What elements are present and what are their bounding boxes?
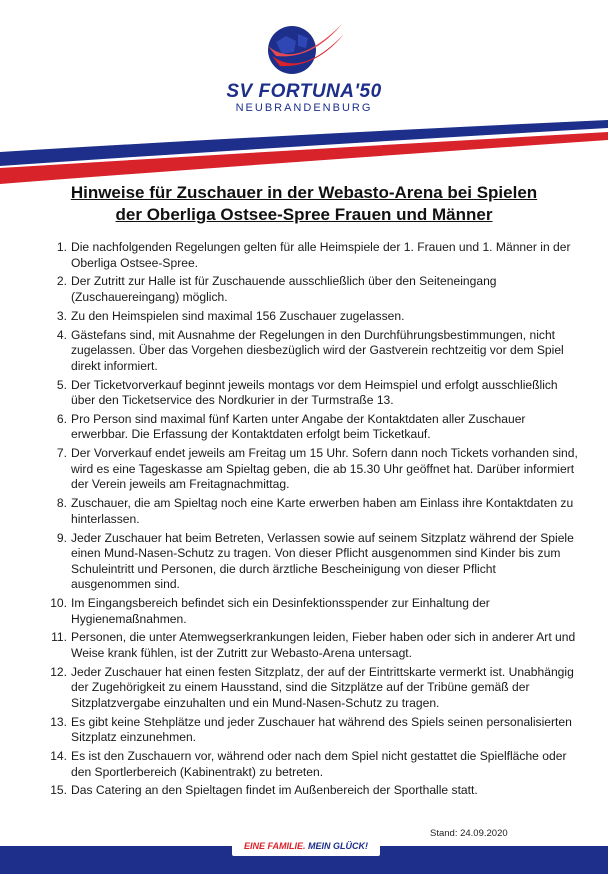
rule-number: 4. — [56, 327, 67, 342]
footer-slogan — [232, 836, 380, 856]
rule-text: Der Zutritt zur Halle ist für Zuschauende ausschließlich über den Seiteneingang (Zuschauereingang) möglich. — [71, 274, 497, 304]
list-item — [46, 309, 578, 325]
list-item — [46, 240, 578, 271]
header-swoosh — [0, 118, 608, 188]
rule-text: Im Eingangsbereich befindet sich ein Desinfektionsspender zur Einhaltung der Hygienemaßnahmen. — [71, 596, 490, 626]
rule-text: Es ist den Zuschauern vor, während oder nach dem Spiel nicht gestattet die Spielfläche oder den Sportlerbereich (Kabinentrakt) zu betreten. — [71, 749, 567, 779]
rule-text: Es gibt keine Stehplätze und jeder Zuschauer hat während des Spiels seinen personalisierten Sitzplatz einzunehmen. — [71, 714, 572, 745]
document-date: Stand: 24.09.2020 — [430, 828, 508, 839]
rule-number: 2. — [56, 274, 67, 289]
rule-text: Das Catering an den Spieltagen findet im Außenbereich der Sporthalle statt. — [71, 783, 478, 798]
list-item — [46, 531, 578, 593]
rule-text: Personen, die unter Atemwegserkrankungen leiden, Fieber haben oder sich in anderer Art und Weise krank fühlen, ist der Zutritt zur Webasto-Arena untersagt. — [71, 630, 576, 660]
rule-text: Der Ticketvorverkauf beginnt jeweils montags vor dem Heimspiel und erfolgt ausschließlich über den Ticketservice des Nordkurier in der Turmstraße 13. — [71, 377, 558, 408]
rule-number: 13. — [50, 714, 67, 729]
list-item — [46, 446, 578, 493]
club-logo — [0, 0, 608, 120]
rule-number: 1. — [56, 240, 67, 254]
list-item — [46, 715, 578, 746]
list-item — [46, 783, 578, 799]
rule-text: Der Vorverkauf endet jeweils am Freitag um 15 Uhr. Sofern dann noch Tickets vorhanden sind, wird es eine Tageskasse am Spieltag geben, die ab 15.30 Uhr geöffnet hat. Darüber informiert der Verein jeweils am Freitagnachmittag. — [71, 446, 578, 492]
list-item — [46, 328, 578, 375]
rule-text: Gästefans sind, mit Ausnahme der Regelungen in den Durchführungsbestimmungen, nicht zugelassen. Über das Vorgehen diesbezüglich wird der Gastverein rechtzeitig vor dem Spiel direkt informiert. — [71, 327, 564, 373]
club-city: NEUBRANDENBURG — [235, 102, 373, 114]
list-item — [46, 412, 578, 443]
rule-text: Die nachfolgenden Regelungen gelten für alle Heimspiele der 1. Frauen und 1. Männer in der Oberliga Ostsee-Spree. — [71, 240, 571, 270]
rule-number: 5. — [56, 377, 67, 392]
list-item — [46, 274, 578, 305]
list-item — [46, 496, 578, 527]
rule-text: Pro Person sind maximal fünf Karten unter Angabe der Kontaktdaten aller Zuschauer erwerbbar. Die Erfassung der Kontaktdaten erfolgt beim Ticketkauf. — [71, 411, 526, 442]
rule-number: 15. — [50, 783, 67, 798]
list-item — [46, 596, 578, 627]
rule-number: 8. — [56, 496, 67, 511]
title-line-1: Hinweise für Zuschauer in der Webasto-Arena bei Spielen — [70, 183, 538, 202]
list-item — [46, 378, 578, 409]
rule-text: Zu den Heimspielen sind maximal 156 Zuschauer zugelassen. — [71, 308, 405, 323]
page-title — [30, 182, 578, 226]
rule-text: Zuschauer, die am Spieltag noch eine Karte erwerben haben am Einlass ihre Kontaktdaten zu hinterlassen. — [71, 496, 574, 526]
slogan-part: GLÜCK! — [333, 841, 369, 851]
rule-number: 9. — [56, 530, 67, 545]
rule-number: 6. — [56, 411, 67, 426]
rule-number: 7. — [56, 446, 67, 461]
rule-number: 12. — [50, 664, 67, 679]
club-name: SV FORTUNA'50 — [226, 81, 382, 102]
list-item — [46, 749, 578, 780]
slogan-part: EINE — [243, 841, 268, 851]
slogan-part: FAMILIE. — [267, 841, 306, 851]
list-item — [46, 665, 578, 712]
rule-number: 3. — [56, 308, 67, 323]
rule-number: 10. — [50, 596, 67, 611]
list-item — [46, 630, 578, 661]
rule-text: Jeder Zuschauer hat einen festen Sitzplatz, der auf der Eintrittskarte vermerkt ist. Unabhängig der Zugehörigkeit zu einem Hausstand, sind die Sitzplätze auf der Tribüne gemäß der Sitzplatzvergabe einzuhalten und ein Mund-Nasen-Schutz zu tragen. — [71, 664, 574, 710]
rule-number: 11. — [51, 630, 67, 645]
title-line-2: der Oberliga Ostsee-Spree Frauen und Männer — [115, 205, 493, 224]
rule-number: 14. — [50, 749, 67, 764]
rule-text: Jeder Zuschauer hat beim Betreten, Verlassen sowie auf seinem Sitzplatz während der Spiele einen Mund-Nasen-Schutz zu tragen. Von dieser Pflicht ausgenommen sind Kinder bis zum Schuleintritt und Personen, die durch ärztliche Bescheinigung von dieser Pflicht ausgenommen sind. — [71, 530, 574, 592]
rules-list — [46, 240, 578, 802]
slogan-part: MEIN — [305, 841, 334, 851]
football-logo-icon — [262, 16, 346, 82]
